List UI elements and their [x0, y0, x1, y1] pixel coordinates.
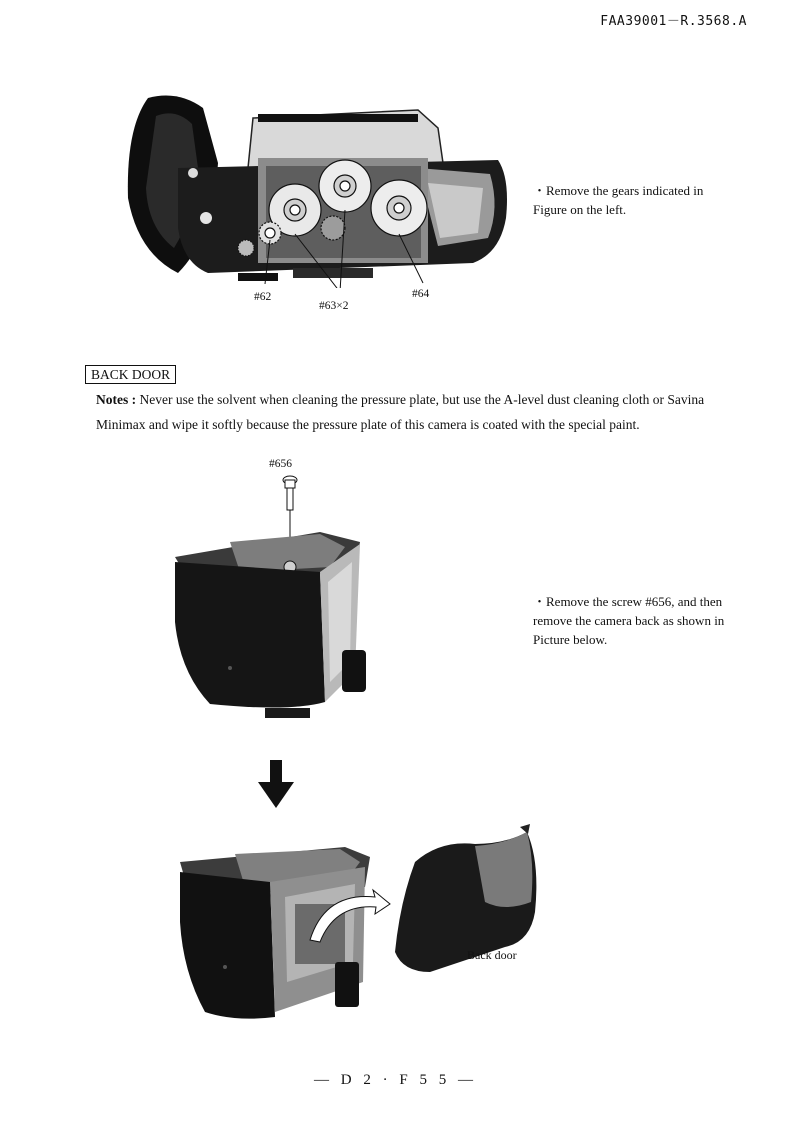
notes-text: Never use the solvent when cleaning the pressure plate, but use the A-level dust cleaning cloth or Savina Minimax and wipe it softly because the pressure plate of this camera is coated with the special paint. [96, 392, 705, 432]
notes-paragraph [96, 387, 736, 437]
callout-gear-63: #63×2 [319, 300, 349, 312]
callout-gear-62: #62 [254, 291, 272, 303]
figure1-instruction: ・Remove the gears indicated in Figure on the left. [533, 183, 704, 217]
document-id: FAA39001－R.3568.A [600, 14, 747, 29]
camera-screw-photo [170, 472, 370, 732]
arrow-down-icon [256, 760, 296, 810]
screw-instruction: ・Remove the screw #656, and then remove the camera back as shown in Picture below. [533, 594, 725, 647]
back-door-label: Back door [467, 948, 517, 962]
notes-label: Notes : [96, 392, 137, 407]
callout-screw-656: #656 [269, 458, 292, 470]
camera-back-door-photo [175, 822, 555, 1032]
camera-gears-photo [118, 88, 508, 288]
page-number: — D 2 · F 5 5 — [314, 1072, 477, 1088]
section-title: BACK DOOR [85, 365, 176, 384]
callout-gear-64: #64 [412, 288, 430, 300]
